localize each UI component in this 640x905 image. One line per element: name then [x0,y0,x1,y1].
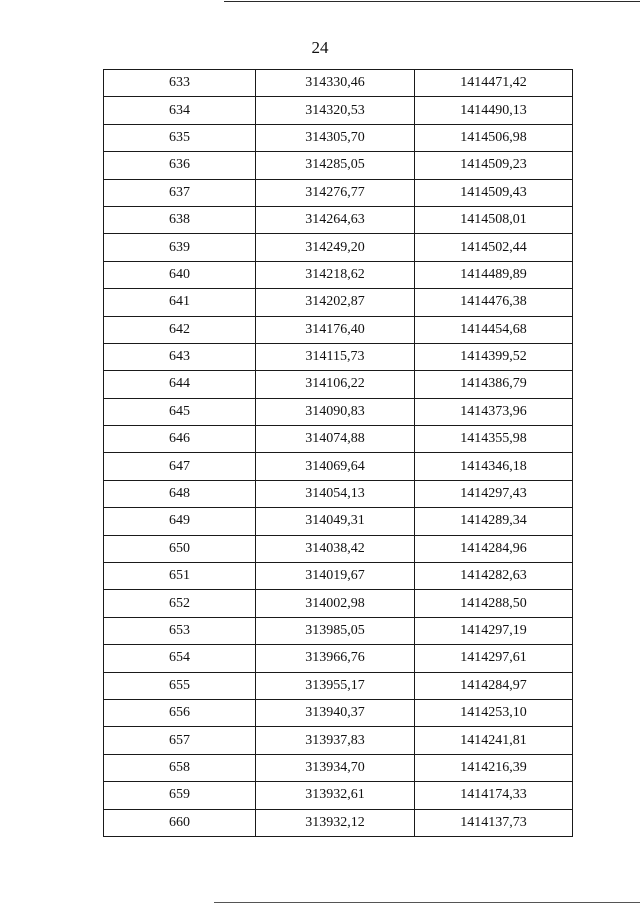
table-row [104,508,573,535]
table-row [104,97,573,124]
x-coordinate-cell: 314038,42 [256,535,415,562]
y-coordinate-cell: 1414282,63 [415,563,573,590]
table-row [104,754,573,781]
point-number-cell: 642 [104,316,256,343]
x-coordinate-cell: 314019,67 [256,563,415,590]
y-coordinate-cell: 1414288,50 [415,590,573,617]
table-row [104,453,573,480]
table-row [104,124,573,151]
table-row [104,590,573,617]
table-row [104,398,573,425]
y-coordinate-cell: 1414386,79 [415,371,573,398]
table-row [104,480,573,507]
point-number-cell: 636 [104,152,256,179]
table-row [104,179,573,206]
page-number: 24 [311,38,329,57]
point-number-cell: 639 [104,234,256,261]
x-coordinate-cell: 313932,12 [256,809,415,836]
table-row [104,316,573,343]
x-coordinate-cell: 314054,13 [256,480,415,507]
table-row [104,371,573,398]
point-number-cell: 651 [104,563,256,590]
x-coordinate-cell: 314074,88 [256,426,415,453]
x-coordinate-cell: 314264,63 [256,206,415,233]
table-row [104,699,573,726]
y-coordinate-cell: 1414509,43 [415,179,573,206]
point-number-cell: 640 [104,261,256,288]
x-coordinate-cell: 314115,73 [256,343,415,370]
y-coordinate-cell: 1414137,73 [415,809,573,836]
table-row [104,70,573,97]
table-row [104,535,573,562]
x-coordinate-cell: 313985,05 [256,617,415,644]
table-row [104,672,573,699]
x-coordinate-cell: 313932,61 [256,782,415,809]
y-coordinate-cell: 1414289,34 [415,508,573,535]
y-coordinate-cell: 1414508,01 [415,206,573,233]
point-number-cell: 656 [104,699,256,726]
x-coordinate-cell: 314218,62 [256,261,415,288]
x-coordinate-cell: 314090,83 [256,398,415,425]
point-number-cell: 646 [104,426,256,453]
table-row [104,782,573,809]
y-coordinate-cell: 1414509,23 [415,152,573,179]
table-row [104,152,573,179]
x-coordinate-cell: 314049,31 [256,508,415,535]
y-coordinate-cell: 1414284,96 [415,535,573,562]
point-number-cell: 648 [104,480,256,507]
y-coordinate-cell: 1414284,97 [415,672,573,699]
table-row [104,289,573,316]
x-coordinate-cell: 314285,05 [256,152,415,179]
coordinates-table [103,69,573,837]
y-coordinate-cell: 1414297,43 [415,480,573,507]
x-coordinate-cell: 314276,77 [256,179,415,206]
point-number-cell: 660 [104,809,256,836]
x-coordinate-cell: 314249,20 [256,234,415,261]
x-coordinate-cell: 313937,83 [256,727,415,754]
y-coordinate-cell: 1414297,61 [415,645,573,672]
x-coordinate-cell: 314106,22 [256,371,415,398]
y-coordinate-cell: 1414476,38 [415,289,573,316]
y-coordinate-cell: 1414490,13 [415,97,573,124]
table-row [104,426,573,453]
y-coordinate-cell: 1414502,44 [415,234,573,261]
table-row [104,727,573,754]
point-number-cell: 641 [104,289,256,316]
point-number-cell: 653 [104,617,256,644]
y-coordinate-cell: 1414471,42 [415,70,573,97]
table-row [104,234,573,261]
x-coordinate-cell: 314320,53 [256,97,415,124]
table-row [104,206,573,233]
y-coordinate-cell: 1414297,19 [415,617,573,644]
x-coordinate-cell: 314305,70 [256,124,415,151]
y-coordinate-cell: 1414373,96 [415,398,573,425]
point-number-cell: 659 [104,782,256,809]
table-row [104,809,573,836]
y-coordinate-cell: 1414253,10 [415,699,573,726]
x-coordinate-cell: 314002,98 [256,590,415,617]
y-coordinate-cell: 1414174,33 [415,782,573,809]
point-number-cell: 650 [104,535,256,562]
y-coordinate-cell: 1414399,52 [415,343,573,370]
point-number-cell: 644 [104,371,256,398]
bottom-border-line [214,902,640,903]
y-coordinate-cell: 1414346,18 [415,453,573,480]
x-coordinate-cell: 314176,40 [256,316,415,343]
point-number-cell: 633 [104,70,256,97]
point-number-cell: 647 [104,453,256,480]
x-coordinate-cell: 314069,64 [256,453,415,480]
y-coordinate-cell: 1414506,98 [415,124,573,151]
x-coordinate-cell: 313940,37 [256,699,415,726]
x-coordinate-cell: 313966,76 [256,645,415,672]
y-coordinate-cell: 1414454,68 [415,316,573,343]
x-coordinate-cell: 314202,87 [256,289,415,316]
y-coordinate-cell: 1414355,98 [415,426,573,453]
point-number-cell: 658 [104,754,256,781]
point-number-cell: 652 [104,590,256,617]
y-coordinate-cell: 1414216,39 [415,754,573,781]
point-number-cell: 634 [104,97,256,124]
point-number-cell: 638 [104,206,256,233]
table-row [104,617,573,644]
point-number-cell: 657 [104,727,256,754]
coordinates-table-body [104,70,573,837]
point-number-cell: 637 [104,179,256,206]
point-number-cell: 655 [104,672,256,699]
point-number-cell: 635 [104,124,256,151]
top-border-line [224,1,640,2]
table-row [104,563,573,590]
point-number-cell: 654 [104,645,256,672]
table-row [104,343,573,370]
x-coordinate-cell: 313934,70 [256,754,415,781]
x-coordinate-cell: 313955,17 [256,672,415,699]
table-row [104,261,573,288]
point-number-cell: 645 [104,398,256,425]
x-coordinate-cell: 314330,46 [256,70,415,97]
y-coordinate-cell: 1414489,89 [415,261,573,288]
y-coordinate-cell: 1414241,81 [415,727,573,754]
point-number-cell: 649 [104,508,256,535]
point-number-cell: 643 [104,343,256,370]
table-row [104,645,573,672]
